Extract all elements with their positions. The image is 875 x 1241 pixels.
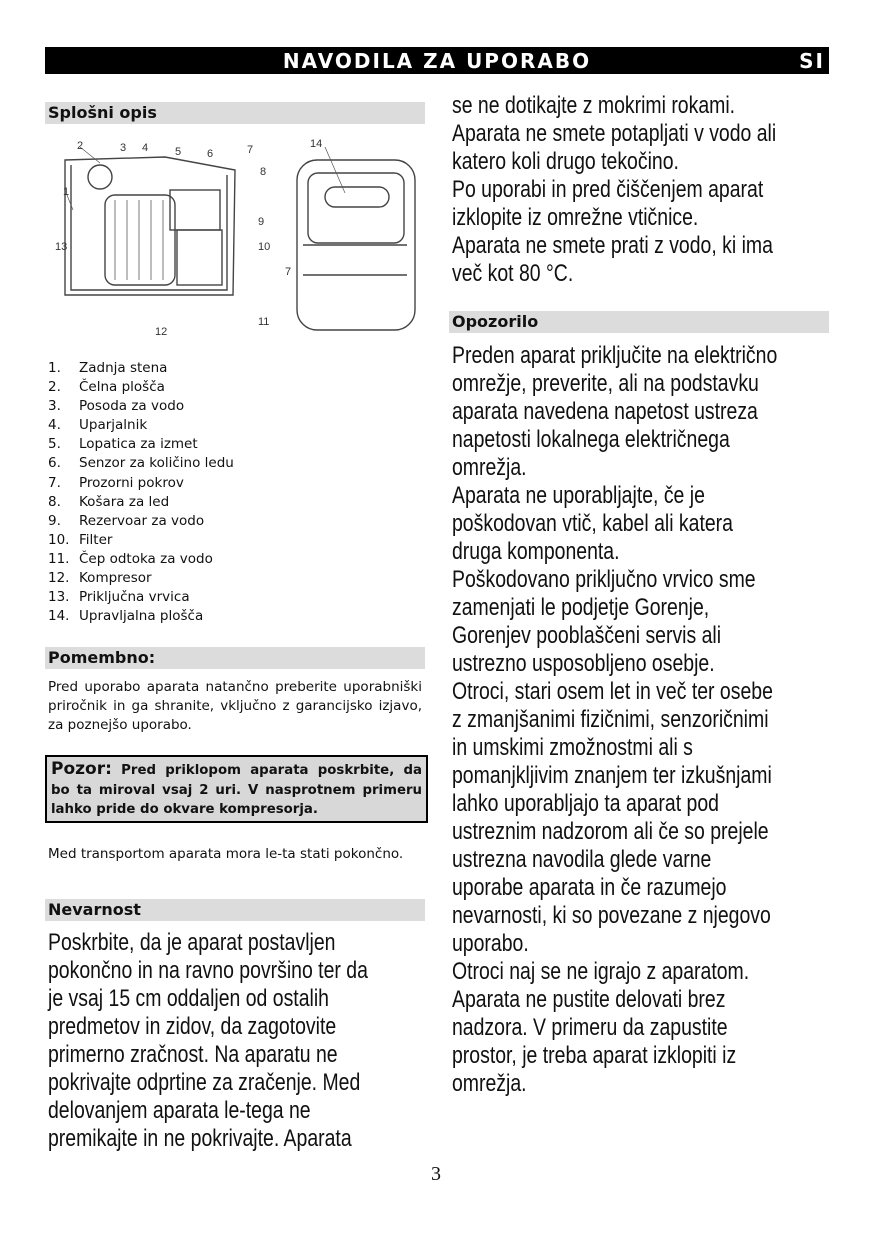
text-line: druga komponenta. xyxy=(452,538,620,565)
text-line: Otroci naj se ne igrajo z aparatom. xyxy=(452,958,750,985)
danger-heading: Nevarnost xyxy=(45,899,425,921)
diagram-label: 3 xyxy=(120,142,127,154)
text-line: in umskimi zmožnostmi ali s xyxy=(452,734,693,761)
text-line: Po uporabi in pred čiščenjem aparat xyxy=(452,176,764,203)
item-number: 9. xyxy=(48,512,61,529)
top-continued-text xyxy=(452,92,852,288)
list-item xyxy=(48,378,234,397)
text-line: ustreznim nadzorom ali če so prejele xyxy=(452,818,769,845)
caution-label: Pozor: xyxy=(51,759,112,779)
diagram-label: 8 xyxy=(260,166,267,178)
item-number: 10. xyxy=(48,531,70,548)
list-item xyxy=(48,474,234,493)
diagram-label: 14 xyxy=(310,138,323,150)
item-number: 11. xyxy=(48,550,70,567)
text-line: pokončno in na ravno površino ter da xyxy=(48,957,368,984)
item-label: Uparjalnik xyxy=(79,417,148,434)
text-line: ustrezna navodila glede varne xyxy=(452,846,712,873)
item-label: Rezervoar za vodo xyxy=(79,512,205,529)
item-number: 8. xyxy=(48,493,61,510)
item-label: Senzor za količino ledu xyxy=(79,455,234,472)
language-code: SI xyxy=(799,49,825,73)
text-line: Gorenjev pooblaščeni servis ali xyxy=(452,622,722,649)
list-item xyxy=(48,512,234,531)
item-label: Čep odtoka za vodo xyxy=(79,550,213,567)
text-line: poškodovan vtič, kabel ali katera xyxy=(452,510,733,537)
list-item xyxy=(48,569,234,588)
text-line: se ne dotikajte z mokrimi rokami. xyxy=(452,92,736,119)
text-line: predmetov in zidov, da zagotovite xyxy=(48,1013,337,1040)
warning-text xyxy=(452,342,854,1098)
text-line: Aparata ne smete prati z vodo, ki ima xyxy=(452,232,773,259)
text-line: katero koli drugo tekočino. xyxy=(452,148,679,175)
text-line: premikajte in ne pokrivajte. Aparata xyxy=(48,1125,352,1152)
text-line: Aparata ne smete potapljati v vodo ali xyxy=(452,120,777,147)
item-number: 3. xyxy=(48,398,61,415)
list-item xyxy=(48,397,234,416)
text-line: uporabe aparata in če razumejo xyxy=(452,874,727,901)
page-number: 3 xyxy=(431,1163,441,1185)
list-item xyxy=(48,531,234,550)
item-label: Lopatica za izmet xyxy=(79,436,198,453)
item-number: 1. xyxy=(48,360,61,376)
text-line: prostor, je treba aparat izklopiti iz xyxy=(452,1042,737,1069)
item-number: 7. xyxy=(48,474,61,491)
text-line: delovanjem aparata le-tega ne xyxy=(48,1097,311,1124)
item-label: Prozorni pokrov xyxy=(79,474,184,491)
list-item xyxy=(48,588,234,607)
item-label: Filter xyxy=(79,531,113,548)
text-line: izklopite iz omrežne vtičnice. xyxy=(452,204,699,231)
diagram-label: 10 xyxy=(258,241,271,253)
text-line: omrežja. xyxy=(452,454,527,481)
page-header xyxy=(45,47,829,74)
diagram-label: 1 xyxy=(63,186,70,198)
text-line: pomanjkljivim znanjem ter izkušnjami xyxy=(452,762,772,789)
text-line: omrežja. xyxy=(452,1070,527,1097)
list-item xyxy=(48,550,234,569)
text-line: aparata navedena napetost ustreza xyxy=(452,398,758,425)
text-line: napetosti lokalnega električnega xyxy=(452,426,730,453)
item-label: Upravljalna plošča xyxy=(79,608,204,625)
diagram-label: 2 xyxy=(77,140,84,152)
text-line: lahko uporabljajo ta aparat pod xyxy=(452,790,719,817)
item-label: Košara za led xyxy=(79,493,170,510)
item-number: 14. xyxy=(48,608,70,625)
text-line: Poškodovano priključno vrvico sme xyxy=(452,566,756,593)
text-line: Aparata ne pustite delovati brez xyxy=(452,986,726,1013)
caution-box xyxy=(45,755,428,823)
list-item xyxy=(48,454,234,473)
text-line: več kot 80 °C. xyxy=(452,260,574,287)
diagram-label: 9 xyxy=(258,216,265,228)
item-label: Kompresor xyxy=(79,570,152,587)
diagram-label: 4 xyxy=(142,142,149,154)
text-line: nevarnosti, ki so povezane z njegovo xyxy=(452,902,771,929)
transport-text: Med transportom aparata mora le-ta stati pokončno. xyxy=(48,846,404,862)
list-item xyxy=(48,359,234,378)
text-line: Preden aparat priključite na električno xyxy=(452,342,778,369)
list-item xyxy=(48,493,234,512)
diagram-label: 12 xyxy=(155,326,168,338)
text-line: je vsaj 15 cm oddaljen od ostalih xyxy=(48,985,329,1012)
text-line: pokrivajte odprtine za zračenje. Med xyxy=(48,1069,361,1096)
parts-list xyxy=(48,359,234,626)
header-title: NAVODILA ZA UPORABO xyxy=(282,49,592,73)
important-text: Pred uporabo aparata natančno preberite uporabniški priročnik in ga shranite, vključno z garancijsko izjavo, za poznejšo uporabo. xyxy=(48,679,422,733)
text-line: primerno zračnost. Na aparatu ne xyxy=(48,1041,338,1068)
text-line: uporabo. xyxy=(452,930,529,957)
text-line: zamenjati le podjetje Gorenje, xyxy=(452,594,710,621)
text-line: z zmanjšanimi fizičnimi, senzoričnimi xyxy=(452,706,769,733)
general-description-heading: Splošni opis xyxy=(45,102,425,124)
list-item xyxy=(48,607,234,626)
item-number: 4. xyxy=(48,417,61,434)
diagram-label: 13 xyxy=(55,241,68,253)
item-label: Zadnja stena xyxy=(79,360,168,376)
list-item xyxy=(48,435,234,454)
item-number: 13. xyxy=(48,589,70,606)
text-line: nadzora. V primeru da zapustite xyxy=(452,1014,728,1041)
item-number: 6. xyxy=(48,455,61,472)
text-line: ustrezno usposobljeno osebje. xyxy=(452,650,715,677)
appliance-diagram xyxy=(45,135,425,345)
important-heading: Pomembno: xyxy=(45,647,425,669)
diagram-label: 7 xyxy=(247,144,254,156)
danger-text xyxy=(48,929,443,1153)
diagram-label: 11 xyxy=(258,316,270,328)
item-label: Čelna plošča xyxy=(79,379,165,396)
text-line: omrežje, preverite, ali na podstavku xyxy=(452,370,759,397)
text-line: Otroci, stari osem let in več ter osebe xyxy=(452,678,773,705)
diagram-label: 6 xyxy=(207,148,214,160)
item-number: 12. xyxy=(48,570,70,587)
text-line: Poskrbite, da je aparat postavljen xyxy=(48,929,336,956)
diagram-label: 5 xyxy=(175,146,182,158)
list-item xyxy=(48,416,234,435)
item-number: 5. xyxy=(48,436,61,453)
item-label: Posoda za vodo xyxy=(79,398,185,415)
item-label: Priključna vrvica xyxy=(79,589,190,606)
item-number: 2. xyxy=(48,379,61,396)
caution-text: Pred priklopom aparata poskrbite, da bo ta miroval vsaj 2 uri. V nasprotnem primeru lahko pride do okvare kompresorja. xyxy=(51,763,422,817)
warning-heading: Opozorilo xyxy=(449,311,829,333)
text-line: Aparata ne uporabljajte, če je xyxy=(452,482,705,509)
diagram-label: 7 xyxy=(285,266,292,278)
